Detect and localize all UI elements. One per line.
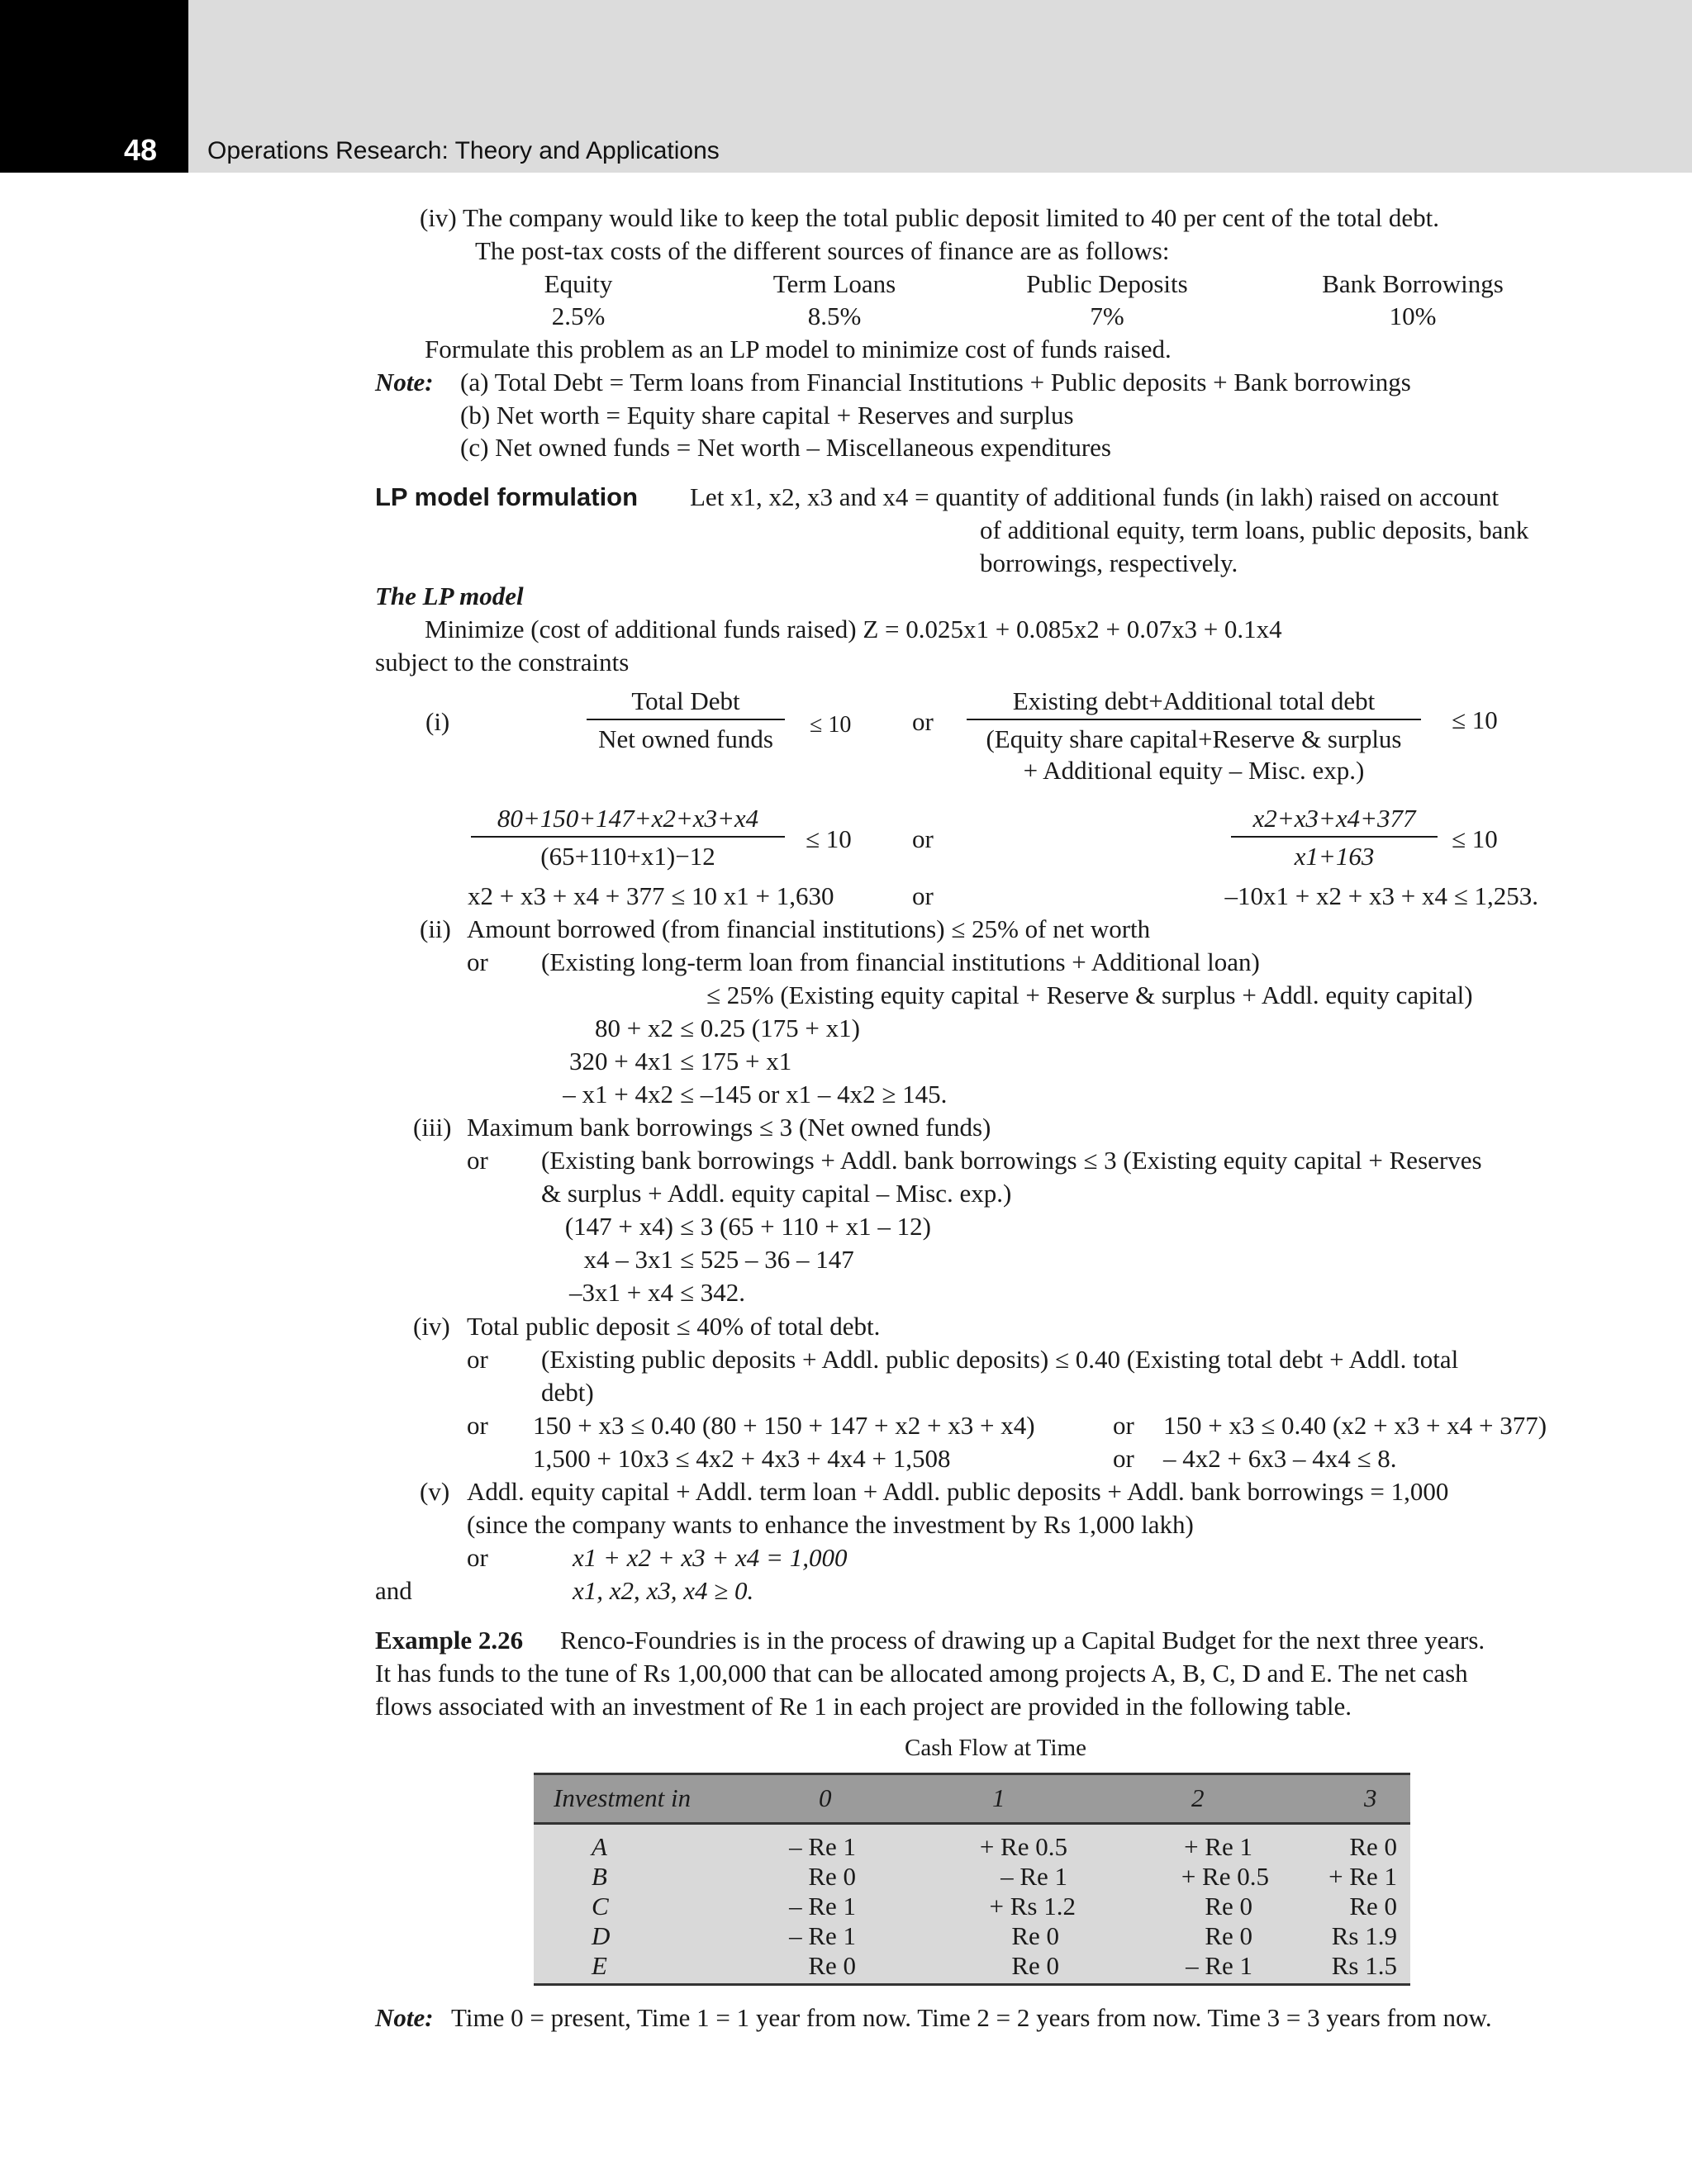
source-public-deposits: Public Deposits [1026,269,1188,298]
constraint-ii-eq1-rhs: ≤ 0.25 (175 + x1) [680,1014,860,1042]
constraint-iv-line1: Total public deposit ≤ 40% of total debt. [467,1312,881,1341]
fraction-existing-debt [967,686,1421,786]
table-cell: + Re 0.5 [979,1832,1067,1861]
example-line2: It has funds to the tune of Rs 1,00,000 that can be allocated among projects A, B, C, D and E. The net cash [375,1659,1468,1688]
constraint-ii-line2: (Existing long-term loan from financial institutions + Additional loan) [541,947,1260,976]
table-cell: + Rs 1.2 [989,1892,1076,1920]
lp-objective: Minimize (cost of additional funds raised) Z = 0.025x1 + 0.085x2 + 0.07x3 + 0.1x4 [425,615,1282,643]
constraint-i-linear-right: –10x1 + x2 + x3 + x4 ≤ 1,253. [1224,881,1538,910]
fraction-num: 80+150+147+x2+x3+x4 [471,803,785,838]
table-cell: Re 0 [808,1862,856,1891]
fraction-den: x1+163 [1294,842,1375,871]
intro-iv-line1: (iv) The company would like to keep the total public deposit limited to 40 per cent of the total debt. [420,203,1439,232]
table-cell: – Re 1 [789,1892,856,1920]
constraint-iii-line3: & surplus + Addl. equity capital – Misc. exp.) [541,1179,1012,1208]
page-number: 48 [124,133,158,167]
constraint-iii-eq1-lhs: (147 + x4) [564,1212,673,1241]
or-text: or [912,707,934,736]
or-text: or [467,1543,488,1572]
constraint-ii-label: (ii) [420,914,451,943]
table-header [534,1773,1410,1825]
and-text: and [375,1576,412,1605]
cost-equity: 2.5% [551,301,606,330]
constraint-ii-line1: Amount borrowed (from financial institutions) ≤ 25% of net worth [467,914,1151,943]
fraction-total-debt [587,686,785,755]
time-note: Time 0 = present, Time 1 = 1 year from now. Time 2 = 2 years from now. Time 3 = 3 years from now. [451,2003,1492,2032]
table-bottom-rule [534,1983,1410,1986]
cash-flow-table [534,1773,1410,1986]
fraction-num: Existing debt+Additional total debt [967,686,1421,720]
table-header-cell: 0 [819,1783,832,1812]
note-label: Note: [375,368,434,396]
table-header-cell: 1 [992,1783,1005,1812]
constraint-iv-line2b: debt) [541,1378,594,1407]
or-text: or [467,1146,488,1175]
le-10: ≤ 10 [1452,705,1498,734]
le-10: ≤ 10 [1452,824,1498,853]
constraint-iv-label: (iv) [413,1312,450,1341]
table-cell: Re 0 [808,1951,856,1980]
fraction-simplified [1231,803,1438,872]
table-row-label: E [592,1951,607,1980]
table-header-cell: 3 [1364,1783,1377,1812]
book-title: Operations Research: Theory and Applications [207,137,720,164]
constraint-ii-eq3-rhs: ≤ –145 or x1 – 4x2 ≥ 145. [680,1080,948,1109]
or-text: or [467,1345,488,1374]
table-row-label: B [592,1862,607,1891]
source-term-loans: Term Loans [772,269,896,298]
cost-bank-borrowings: 10% [1389,301,1437,330]
constraint-v-label: (v) [420,1477,450,1506]
constraint-iii-line1: Maximum bank borrowings ≤ 3 (Net owned funds) [467,1113,991,1142]
note-a: (a) Total Debt = Term loans from Financial Institutions + Public deposits + Bank borrowings [460,368,1411,396]
table-cell: Re 0 [1349,1832,1397,1861]
constraint-iv-line2: (Existing public deposits + Addl. public deposits) ≤ 0.40 (Existing total debt + Addl. total [541,1345,1459,1374]
or-text: or [1113,1411,1134,1440]
table-header-cell: 2 [1191,1783,1205,1812]
table-cell: + Re 1 [1184,1832,1252,1861]
or-text: or [1113,1444,1134,1473]
table-cell: Re 0 [1205,1892,1252,1920]
constraint-iii-label: (iii) [413,1113,452,1142]
table-caption: Cash Flow at Time [905,1735,1086,1761]
constraint-iii-eq2-rhs: ≤ 525 – 36 – 147 [680,1245,854,1274]
constraint-v-eq: x1 + x2 + x3 + x4 = 1,000 [573,1543,848,1572]
example-line3: flows associated with an investment of Re 1 in each project are provided in the following table. [375,1692,1352,1721]
lp-let-line3: borrowings, respectively. [980,548,1238,577]
table-header-cell: Investment in [554,1783,692,1812]
lp-subject-to: subject to the constraints [375,648,630,677]
table-cell: Rs 1.9 [1331,1921,1397,1950]
lp-heading: LP model formulation [375,482,639,511]
table-cell: Re 0 [1205,1921,1252,1950]
table-cell: + Re 1 [1328,1862,1397,1891]
constraint-iii-eq2-lhs: x4 – 3x1 [583,1245,673,1274]
formulate-line: Formulate this problem as an LP model to minimize cost of funds raised. [425,335,1172,363]
constraint-iv-line3-right: 150 + x3 ≤ 0.40 (x2 + x3 + x4 + 377) [1163,1411,1547,1440]
lp-let-line: Let x1, x2, x3 and x4 = quantity of additional funds (in lakh) raised on account [690,482,1500,511]
constraint-i-label: (i) [425,707,450,736]
fraction-den: Net owned funds [598,724,773,753]
constraint-iii-eq3-rhs: ≤ 342. [680,1278,746,1307]
constraint-ii-eq1-lhs: 80 + x2 [595,1014,673,1042]
fraction-den: (Equity share capital+Reserve & surplus [986,724,1402,753]
source-bank-borrowings: Bank Borrowings [1322,269,1504,298]
table-cell: + Re 0.5 [1181,1862,1269,1891]
fraction-num: x2+x3+x4+377 [1231,803,1438,838]
constraint-ii-eq2-lhs: 320 + 4x1 [569,1047,673,1075]
constraint-v-line1: Addl. equity capital + Addl. term loan + Addl. public deposits + Addl. bank borrowings = 1,000 [467,1477,1449,1506]
constraint-i-linear-left: x2 + x3 + x4 + 377 ≤ 10 x1 + 1,630 [468,881,834,910]
table-row-label: D [592,1921,611,1950]
constraint-ii-eq2-rhs: ≤ 175 + x1 [680,1047,792,1075]
constraint-iii-eq3-lhs: –3x1 + x4 [569,1278,673,1307]
fraction-den: (65+110+x1)−12 [540,842,715,871]
table-cell: Re 0 [1011,1951,1059,1980]
page-number-box [0,0,188,173]
table-cell: Rs 1.5 [1331,1951,1397,1980]
or-text: or [912,824,934,853]
fraction-num: Total Debt [587,686,785,720]
or-text: or [912,881,934,910]
le-10: ≤ 10 [810,712,852,738]
note-label: Note: [375,2003,434,2032]
nonnegativity: x1, x2, x3, x4 ≥ 0. [573,1576,754,1605]
or-text: or [467,1411,488,1440]
constraint-v-line2: (since the company wants to enhance the investment by Rs 1,000 lakh) [467,1510,1194,1539]
constraint-ii-line3: ≤ 25% (Existing equity capital + Reserve & surplus + Addl. equity capital) [706,980,1473,1009]
intro-iv-line2: The post-tax costs of the different sources of finance are as follows: [475,236,1170,265]
constraint-iii-eq1-rhs: ≤ 3 (65 + 110 + x1 – 12) [680,1212,931,1241]
cost-public-deposits: 7% [1090,301,1124,330]
cost-term-loans: 8.5% [807,301,862,330]
source-equity: Equity [544,269,613,298]
fraction-den-cont: + Additional equity – Misc. exp.) [1023,756,1365,785]
constraint-iv-line4-left: 1,500 + 10x3 ≤ 4x2 + 4x3 + 4x4 + 1,508 [533,1444,951,1473]
table-cell: – Re 1 [1000,1862,1067,1891]
constraint-iii-line2: (Existing bank borrowings + Addl. bank borrowings ≤ 3 (Existing equity capital + Reserves [541,1146,1482,1175]
constraint-iv-line4-right: – 4x2 + 6x3 – 4x4 ≤ 8. [1163,1444,1397,1473]
lp-model-heading: The LP model [375,582,524,610]
note-c: (c) Net owned funds = Net worth – Miscellaneous expenditures [460,433,1111,462]
constraint-iv-line3-left: 150 + x3 ≤ 0.40 (80 + 150 + 147 + x2 + x3 + x4) [533,1411,1035,1440]
or-text: or [467,947,488,976]
table-cell: – Re 1 [789,1921,856,1950]
constraint-ii-eq3-lhs: – x1 + 4x2 [563,1080,673,1109]
table-cell: Re 0 [1011,1921,1059,1950]
table-cell: – Re 1 [1186,1951,1252,1980]
note-b: (b) Net worth = Equity share capital + Reserves and surplus [460,401,1074,430]
le-10: ≤ 10 [806,824,852,853]
table-row-label: C [592,1892,609,1920]
example-label: Example 2.26 [375,1626,524,1655]
table-cell: – Re 1 [789,1832,856,1861]
lp-let-line2: of additional equity, term loans, public deposits, bank [980,515,1529,544]
table-row-label: A [592,1832,607,1861]
example-line1: Renco-Foundries is in the process of drawing up a Capital Budget for the next three years. [560,1626,1485,1655]
fraction-numeric [471,803,785,872]
table-cell: Re 0 [1349,1892,1397,1920]
